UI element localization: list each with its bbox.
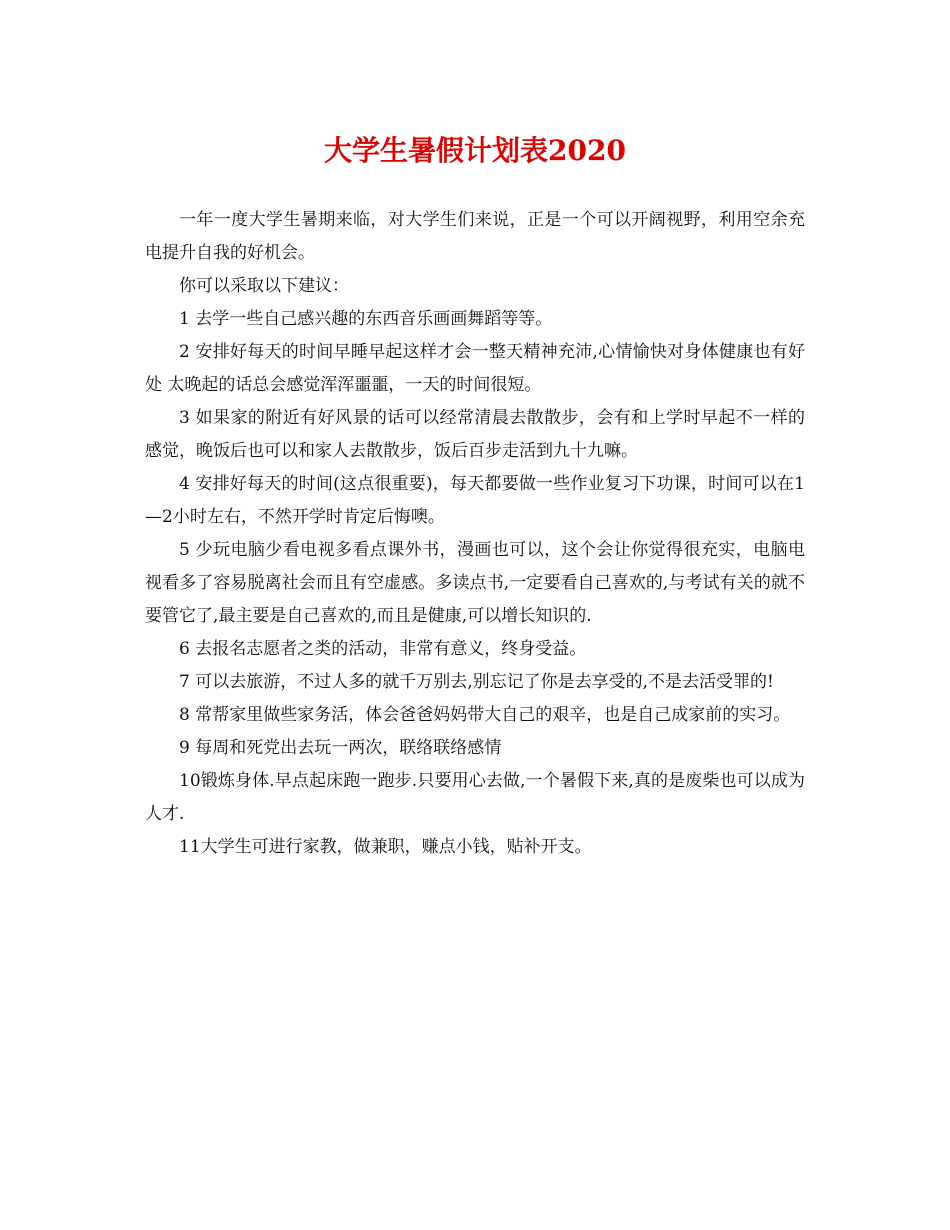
paragraph: 你可以采取以下建议： (179, 276, 349, 296)
paragraph: 7 可以去旅游，不过人多的就千万别去,别忘记了你是去享受的,不是去活受罪的! (179, 672, 774, 692)
paragraph: 11大学生可进行家教，做兼职，赚点小钱，贴补开支。 (179, 837, 592, 857)
paragraph: 8 常帮家里做些家务活，体会爸爸妈妈带大自己的艰辛，也是自己成家前的实习。 (179, 705, 791, 725)
paragraph: 3 如果家的附近有好风景的话可以经常清晨去散散步，会有和上学时早起不一样的感觉，晚饭后也可以和家人去散散步，饭后百步走活到九十九嘛。 (145, 408, 805, 461)
paragraph: 6 去报名志愿者之类的活动，非常有意义，终身受益。 (179, 639, 587, 659)
paragraph: 2 安排好每天的时间早睡早起这样才会一整天精神充沛,心情愉快对身体健康也有好处 太晚起的话总会感觉浑浑噩噩，一天的时间很短。 (145, 342, 805, 395)
paragraph: 9 每周和死党出去玩一两次，联络联络感情 (179, 738, 502, 758)
document-body (145, 204, 805, 864)
document-title: 大学生暑假计划表2020 (324, 134, 626, 167)
paragraph: 一年一度大学生暑期来临，对大学生们来说，正是一个可以开阔视野，利用空余充电提升自我的好机会。 (145, 210, 805, 263)
paragraph: 5 少玩电脑少看电视多看点课外书，漫画也可以，这个会让你觉得很充实，电脑电视看多了容易脱离社会而且有空虚感。多读点书,一定要看自己喜欢的,与考试有关的就不要管它了,最主要是自己喜欢的,而且是健康,可以增长知识的. (145, 540, 805, 626)
paragraph: 4 安排好每天的时间(这点很重要)，每天都要做一些作业复习下功课，时间可以在1—2小时左右，不然开学时肯定后悔噢。 (145, 474, 805, 527)
paragraph: 10锻炼身体.早点起床跑一跑步.只要用心去做,一个暑假下来,真的是废柴也可以成为人才. (145, 771, 805, 824)
paragraph: 1 去学一些自己感兴趣的东西音乐画画舞蹈等等。 (179, 309, 553, 329)
